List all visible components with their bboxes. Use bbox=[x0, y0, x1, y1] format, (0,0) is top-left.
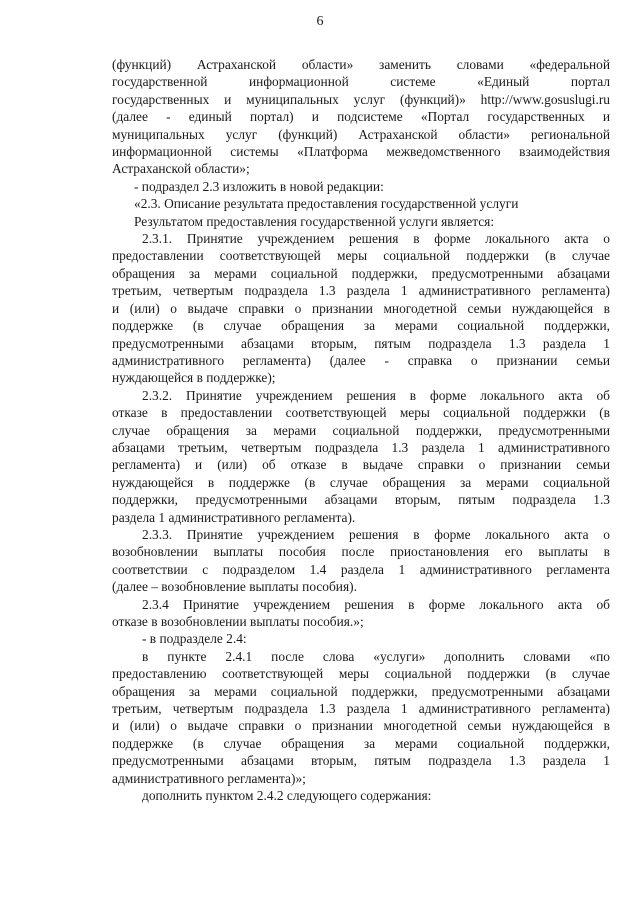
text-line: предоставлению соответствующей меры социальной поддержки (в случае bbox=[112, 666, 610, 682]
text-line: нуждающейся в поддержке); bbox=[112, 370, 276, 386]
text-line: Астраханской области»; bbox=[112, 161, 250, 177]
text-line: раздела 1 административного регламента). bbox=[112, 509, 356, 525]
text-line: государственной информационной системе «Единый портал bbox=[112, 74, 610, 90]
text-line: административного регламента)»; bbox=[112, 770, 306, 786]
text-line: и (или) о выдаче справки о признании многодетной семьи нуждающейся в bbox=[112, 300, 610, 316]
text-line: Результатом предоставления государственной услуги является: bbox=[134, 213, 495, 229]
text-line: третьим, четвертым подраздела 1.3 раздела 1 административного регламента) bbox=[112, 283, 610, 299]
text-line: предоставлении соответствующей меры социальной поддержки (в случае bbox=[112, 248, 610, 264]
text-line: административного регламента) (далее - справка о признании семьи bbox=[112, 352, 610, 368]
text-line: отказе в возобновлении выплаты пособия.»; bbox=[112, 614, 364, 629]
text-line: обращения за мерами социальной поддержки, предусмотренными абзацами bbox=[112, 683, 610, 699]
text-line: дополнить пунктом 2.4.2 следующего содержания: bbox=[142, 788, 432, 804]
text-line: 2.3.2. Принятие учреждением решения в форме локального акта об bbox=[142, 387, 610, 403]
text-line: третьим, четвертым подраздела 1.3 раздела 1 административного регламента) bbox=[112, 701, 610, 717]
text-line: и (или) о выдаче справки о признании многодетной семьи нуждающейся в bbox=[112, 718, 610, 734]
text-line: возобновлении выплаты пособия после приостановления его выплаты в bbox=[112, 544, 610, 560]
document-body bbox=[112, 56, 610, 804]
text-line: муниципальных услуг (функций) Астраханской области» региональной bbox=[112, 126, 610, 142]
text-line: 2.3.1. Принятие учреждением решения в форме локального акта о bbox=[142, 231, 610, 247]
text-line: - в подразделе 2.4: bbox=[142, 631, 247, 647]
text-line: регламента) и (или) об отказе в выдаче справки о признании семьи bbox=[112, 457, 610, 473]
text-line: (далее – возобновление выплаты пособия). bbox=[112, 579, 357, 595]
text-line: 2.3.4 Принятие учреждением решения в форме локального акта об bbox=[142, 596, 610, 612]
text-line: нуждающейся в поддержке (в случае обращения за мерами социальной bbox=[112, 474, 610, 490]
text-line: поддержке (в случае обращения за мерами социальной поддержки, bbox=[112, 735, 610, 751]
text-line: предусмотренными абзацами вторым, пятым подраздела 1.3 раздела 1 bbox=[112, 753, 610, 769]
text-line: информационной системы «Платформа межведомственного взаимодействия bbox=[112, 144, 610, 160]
text-line: «2.3. Описание результата предоставления государственной услуги bbox=[134, 196, 519, 212]
text-line: (функций) Астраханской области» заменить словами «федеральной bbox=[112, 57, 610, 72]
text-line: предусмотренными абзацами вторым, пятым подраздела 1.3 раздела 1 bbox=[112, 335, 610, 351]
text-line: государственных и муниципальных услуг (функций)» http://www.gosuslugi.ru bbox=[112, 91, 610, 107]
page-number: 6 bbox=[316, 14, 324, 29]
text-line: отказе в предоставлении соответствующей меры социальной поддержки (в bbox=[112, 405, 610, 421]
text-line: в пункте 2.4.1 после слова «услуги» дополнить словами «по bbox=[142, 648, 610, 664]
text-line: поддержки, предусмотренными абзацами вторым, пятым подраздела 1.3 bbox=[112, 492, 610, 508]
text-line: соответствии с подразделом 1.4 раздела 1 административного регламента bbox=[112, 561, 610, 577]
text-line: случае обращения за мерами социальной поддержки, предусмотренными bbox=[112, 422, 610, 438]
text-line: абзацами третьим, четвертым подраздела 1.3 раздела 1 административного bbox=[112, 439, 610, 455]
text-line: поддержке (в случае обращения за мерами социальной поддержки, bbox=[112, 318, 610, 334]
text-line: - подраздел 2.3 изложить в новой редакции: bbox=[134, 178, 384, 194]
text-line: обращения за мерами социальной поддержки, предусмотренными абзацами bbox=[112, 265, 610, 281]
text-line: 2.3.3. Принятие учреждением решения в форме локального акта о bbox=[142, 526, 610, 542]
text-line: (далее - единый портал) и подсистеме «Портал государственных и bbox=[112, 109, 610, 125]
